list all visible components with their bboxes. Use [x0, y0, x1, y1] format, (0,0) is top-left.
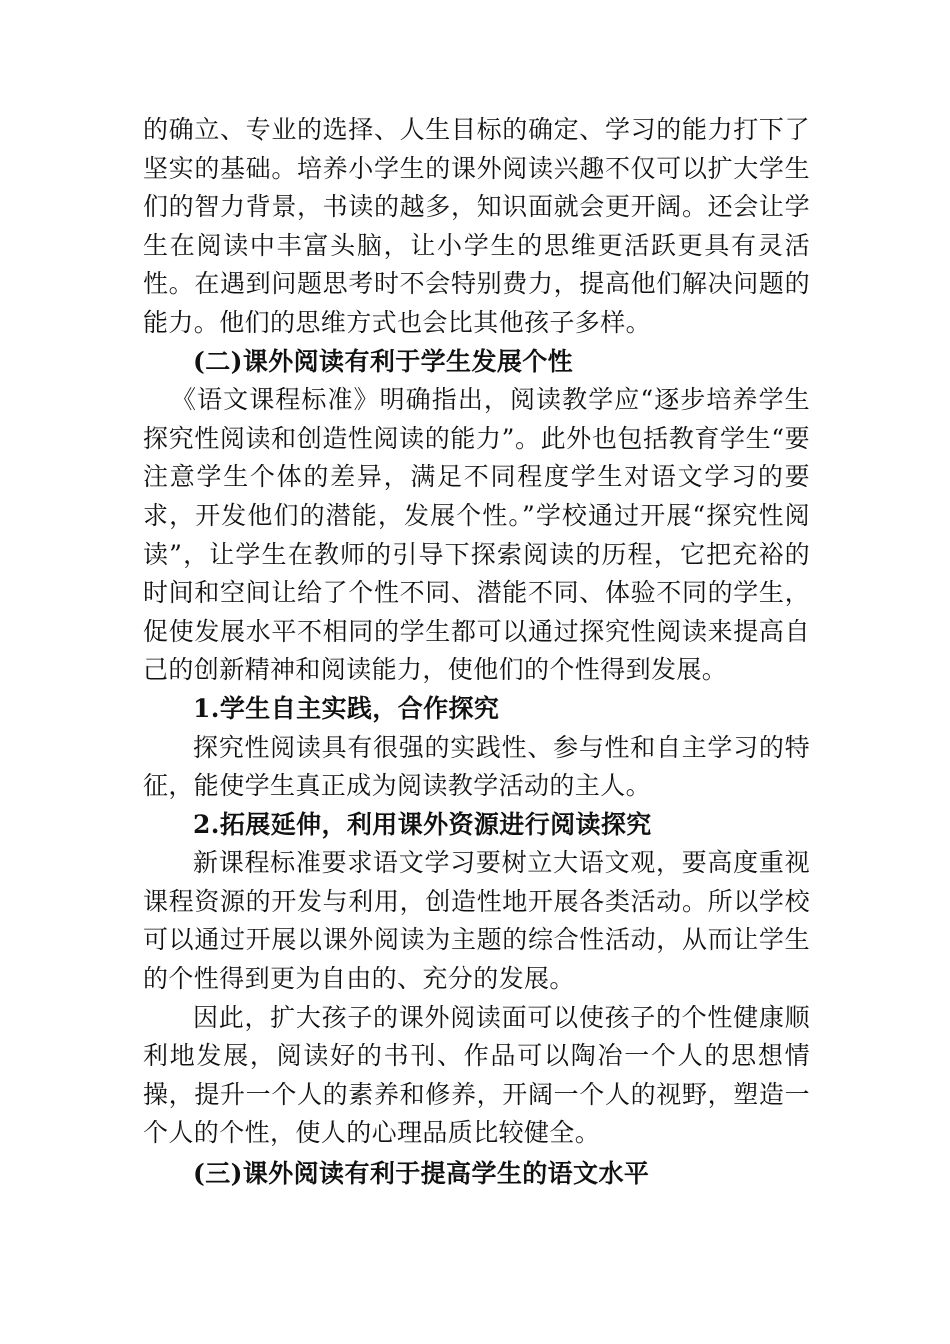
- paragraph-inquiry-reading: 探究性阅读具有很强的实践性、参与性和自主学习的特征，能使学生真正成为阅读教学活动的主人。: [143, 732, 810, 801]
- paragraph-curriculum-standard: 《语文课程标准》明确指出，阅读教学应“逐步培养学生探究性阅读和创造性阅读的能力”。此外也包括教育学生“要注意学生个体的差异，满足不同程度学生对语文学习的要求，开发他们的潜能，发展个性。”学校通过开展“探究性阅读”，让学生在教师的引导下探索阅读的历程，它把充裕的时间和空间让给了个性不同、潜能不同、体验不同的学生，促使发展水平不相同的学生都可以通过探究性阅读来提高自己的创新精神和阅读能力，使他们的个性得到发展。: [143, 385, 810, 685]
- paragraph-new-curriculum: 新课程标准要求语文学习要树立大语文观，要高度重视课程资源的开发与利用，创造性地开展各类活动。所以学校可以通过开展以课外阅读为主题的综合性活动，从而让学生的个性得到更为自由的、充分的发展。: [143, 848, 810, 994]
- paragraph-conclusion: 因此，扩大孩子的课外阅读面可以使孩子的个性健康顺利地发展，阅读好的书刊、作品可以陶冶一个人的思想情操，提升一个人的素养和修养，开阔一个人的视野，塑造一个人的个性，使人的心理品质比较健全。: [143, 1002, 810, 1148]
- document-page: [143, 111, 810, 1194]
- subheading-extension-resources: 2.拓展延伸，利用课外资源进行阅读探究: [193, 809, 652, 839]
- section-heading-personality: (二)课外阅读有利于学生发展个性: [193, 346, 574, 376]
- section-heading-chinese-level: (三)课外阅读有利于提高学生的语文水平: [193, 1159, 650, 1189]
- paragraph-foundation: 的确立、专业的选择、人生目标的确定、学习的能力打下了坚实的基础。培养小学生的课外阅读兴趣不仅可以扩大学生们的智力背景，书读的越多，知识面就会更开阔。还会让学生在阅读中丰富头脑，让小学生的思维更活跃更具有灵活性。在遇到问题思考时不会特别费力，提高他们解决问题的能力。他们的思维方式也会比其他孩子多样。: [143, 115, 810, 337]
- subheading-autonomous-practice: 1.学生自主实践，合作探究: [193, 693, 500, 723]
